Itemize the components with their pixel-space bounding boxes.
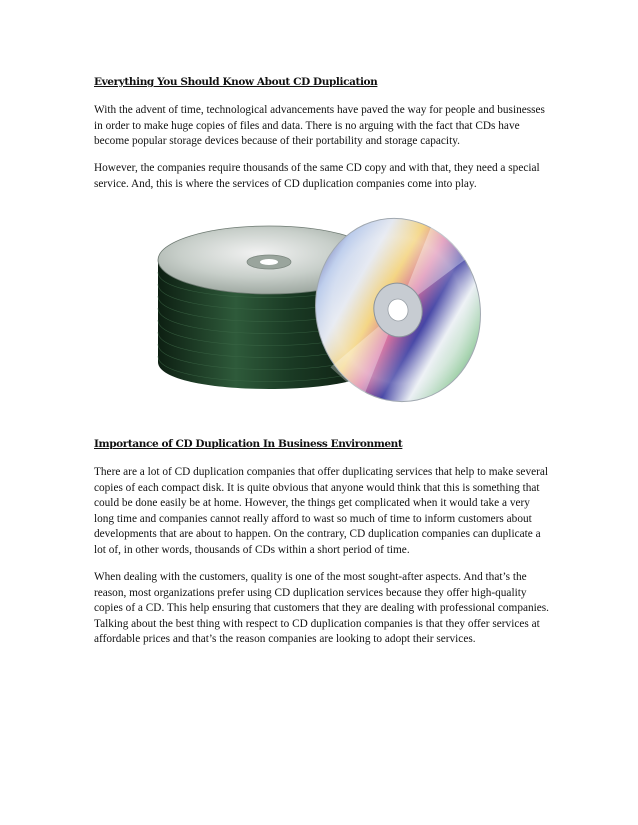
cd-stack-image (150, 212, 490, 420)
paragraph-quality: When dealing with the customers, quality is one of the most sought-after aspects. And that’s the reason, most organizations prefer using CD duplication services because they offer high-quality copies of a CD. This help ensuring that customers that they are dealing with professional companies. Talking about the best thing with respect to CD duplication companies is that they offer services at affordable prices and that’s the reason companies are looking to adopt their services. (94, 571, 550, 646)
paragraph-duplication-companies: There are a lot of CD duplication companies that offer duplicating services that help to make several copies of each compact disk. It is quite obvious that anyone would think that this is something that could be done easily be at home. However, the things get complicated when it would take a very long time and companies cannot really afford to wast so much of time to inform customers about developments that are about to happen. On the contrary, CD duplication companies can duplicate a lot of, in other words, thousands of CDs within a short period of time. (94, 466, 549, 556)
section-heading-cd-duplication: Everything You Should Know About CD Duplication (94, 76, 378, 88)
paragraph-intro: With the advent of time, technological advancements have paved the way for people and businesses in order to make huge copies of files and data. There is no arguing with the fact that CDs have become popular storage devices because of their portability and storage capacity. (94, 104, 545, 148)
paragraph-special-service: However, the companies require thousands of the same CD copy and with that, they need a special service. And, this is where the services of CD duplication companies come into play. (94, 162, 540, 190)
cd-stack-illustration (150, 212, 490, 420)
section-heading-business-importance: Importance of CD Duplication In Business Environment (94, 438, 403, 450)
